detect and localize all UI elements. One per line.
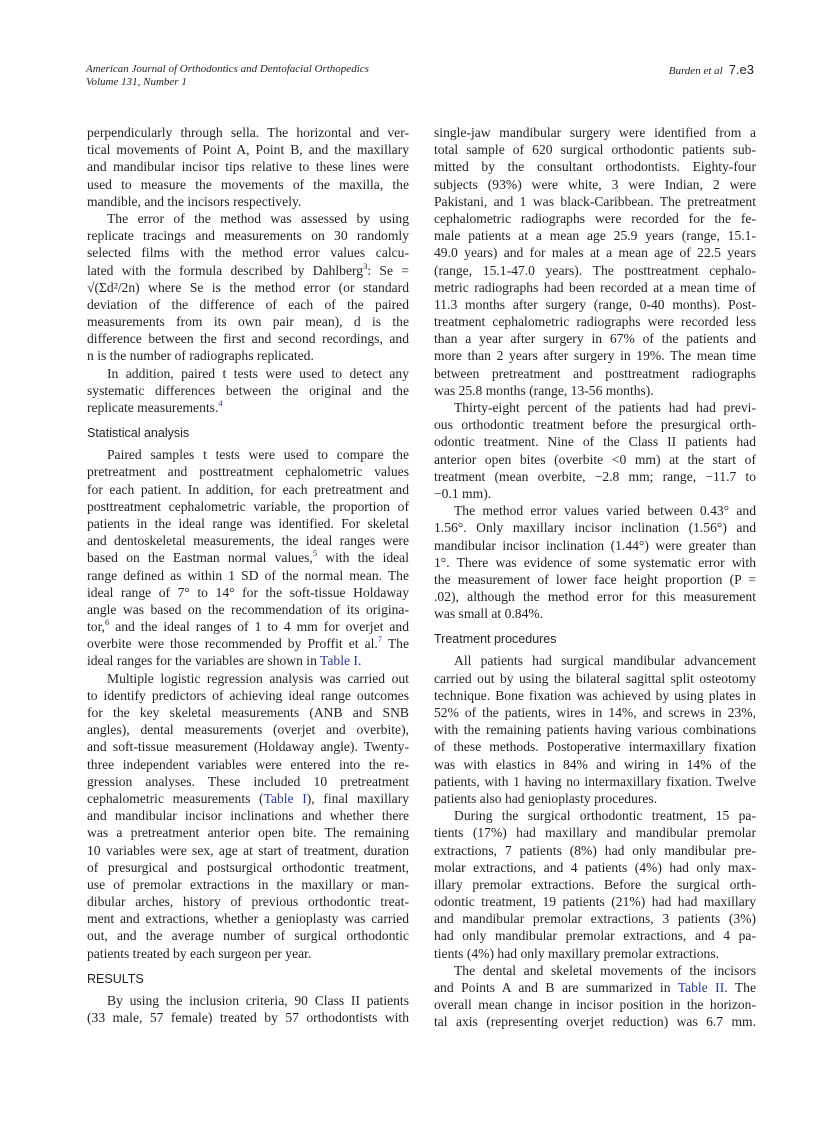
right-column xyxy=(434,124,756,1031)
text-line: All patients had surgical mandibular advancement xyxy=(454,653,756,669)
paragraph xyxy=(434,502,756,622)
text-line: mitted by the consultant orthodontists. Eighty-four xyxy=(434,159,756,175)
text-line: tal axis (representing overjet reduction) was 6.7 mm. xyxy=(434,1014,756,1030)
text-line: used to measure the movements of the maxilla, the xyxy=(87,176,409,192)
citation-ref[interactable]: 6 xyxy=(104,617,110,628)
text-line: was small at 0.84%. xyxy=(434,606,544,622)
text-line: By using the inclusion criteria, 90 Class II patients xyxy=(107,992,409,1008)
text-line: √(Σd²/2n) where Se is the method error (or standard xyxy=(87,279,409,295)
paragraph xyxy=(87,446,409,669)
text-line: mandibular incisor inclination (1.44°) were greater than xyxy=(434,537,756,553)
text-line: overall mean change in incisor position in the horizon- xyxy=(434,997,756,1013)
text-line: tients (17%) had maxillary and mandibular premolar xyxy=(434,825,756,841)
page-info xyxy=(669,63,754,78)
text-line: perpendicularly through sella. The horizontal and ver- xyxy=(87,125,409,140)
text-line: dibular arches, history of previous orthodontic treat- xyxy=(87,894,409,910)
text-line: Multiple logistic regression analysis was carried out xyxy=(107,670,409,686)
text-line: use of premolar extractions in the maxillary or man- xyxy=(87,876,409,892)
table-ii-link[interactable]: Table II xyxy=(677,980,725,995)
text-line: Paired samples t tests were used to compare the xyxy=(107,447,409,463)
text-line: treatment cephalometric radiographs were recorded less xyxy=(434,314,756,330)
text-line: and soft-tissue measurement (Holdaway angle). Twenty- xyxy=(87,739,409,755)
text-line: than a year after surgery in 67% of the patients and xyxy=(434,331,756,347)
text-line: angle was based on the recommendation of its origina- xyxy=(87,601,409,617)
text-line: and Points A and B are summarized in Table II. The xyxy=(434,980,756,995)
text-line: based on the Eastman normal values,$^5$ with the ideal xyxy=(87,548,409,566)
text-line: (33 male, 57 female) treated by 57 orthodontists with xyxy=(87,1010,409,1025)
paragraph xyxy=(87,124,409,210)
text-line: selected films with the method error values calcu- xyxy=(87,245,409,261)
text-line: for the key skeletal measurements (ANB and SNB xyxy=(87,705,409,720)
text-line: deviation of the difference of each of the paired xyxy=(87,296,409,312)
text-line: measurements from its own pair mean), d is the xyxy=(87,314,409,330)
table-i-link[interactable]: Table I xyxy=(320,653,358,669)
text-line: cephalometric measurements (Table I), final maxillary xyxy=(87,790,410,806)
text-line: ment and extractions, whether a genioplasty was carried xyxy=(87,911,409,927)
text-line: illary premolar extractions. Before the surgical orth- xyxy=(434,876,756,892)
text-line: .02), although the method error for this measurement xyxy=(434,589,756,605)
section-heading-statistical-analysis: Statistical analysis xyxy=(87,426,190,441)
text-line: total sample of 620 surgical orthodontic patients sub- xyxy=(434,142,756,158)
table-i-link[interactable]: Table I xyxy=(263,790,307,806)
paragraph xyxy=(434,124,756,399)
text-line: of these methods. Postoperative intermaxillary fixation xyxy=(434,739,756,755)
text-line: The method error values varied between 0.43° and xyxy=(454,503,756,519)
text-line: replicate tracings and measurements on 30 randomly xyxy=(87,228,409,244)
text-line: systematic differences between the original and the xyxy=(87,382,409,398)
text-line: was 25.8 months (range, 13-56 months). xyxy=(434,382,654,398)
section-heading-treatment-procedures: Treatment procedures xyxy=(434,632,557,647)
text-line: three independent variables were entered into the re- xyxy=(87,756,409,772)
text-line: 1°. There was evidence of some systematic error with xyxy=(434,554,756,570)
paragraph xyxy=(87,210,409,365)
text-line: single-jaw mandibular surgery were identified from a xyxy=(434,125,756,140)
text-line: During the surgical orthodontic treatment, 15 pa- xyxy=(454,808,756,824)
text-line: patients in the ideal range was identified. For skeletal xyxy=(87,515,409,531)
text-line: odontic treatment. Nine of the Class II patients had xyxy=(434,434,756,450)
text-line: and dentoskeletal measurements, the ideal ranges were xyxy=(87,533,409,549)
paragraph xyxy=(87,992,409,1026)
citation-ref[interactable]: 3 xyxy=(363,260,368,271)
text-line: ideal ranges for the variables are shown in Table I. xyxy=(87,653,362,669)
text-line: mandible, and the incisors respectively. xyxy=(87,193,302,209)
running-header xyxy=(86,63,754,89)
citation-ref[interactable]: 5 xyxy=(312,548,318,559)
text-line: carried out by using the bilateral sagittal split osteotomy xyxy=(434,670,756,686)
text-line: In addition, paired t tests were used to detect any xyxy=(107,365,409,381)
text-line: metric radiographs had been recorded at a mean time of xyxy=(434,279,756,295)
text-line: more than 2 years after surgery in 19%. The mean time xyxy=(434,348,756,364)
text-line: 49.0 years) and for males at a mean age of 22.5 years xyxy=(434,245,756,261)
text-line: with the remaining patients having various combinations xyxy=(434,722,756,738)
text-line: was with elastics in 84% and wiring in 14% of the xyxy=(434,756,756,772)
text-line: of presurgical and postsurgical orthodontic treatment, xyxy=(87,859,409,875)
text-line: The dental and skeletal movements of the incisors xyxy=(454,962,756,978)
text-line: difference between the first and second recordings, and xyxy=(87,331,409,347)
text-line: out, and the average number of surgical orthodontic xyxy=(87,928,409,944)
section-heading-results: RESULTS xyxy=(87,971,144,986)
text-line: (range, 15.1-47.0 years). The posttreatment cephalo- xyxy=(434,262,756,278)
text-line: cephalometric radiographs were recorded for the fe- xyxy=(434,210,756,226)
text-line: 11.3 months after surgery (range, 0-40 months). Post- xyxy=(434,296,756,312)
text-line: to identify predictors of achieving ideal range outcomes xyxy=(87,687,409,703)
text-line: and mandibular incisor inclinations and whether there xyxy=(87,808,409,824)
text-line: patients, with 1 having no intermaxillary fixation. Twelve xyxy=(434,773,756,789)
text-line: subjects (93%) were white, 3 were Indian, 2 were xyxy=(434,176,756,192)
text-line: The error of the method was assessed by using xyxy=(107,210,409,226)
text-line: 10 variables were sex, age at start of treatment, duration xyxy=(87,842,409,858)
text-line: extractions, 7 patients (8%) had only mandibular pre- xyxy=(434,842,756,858)
authors: Burden et al xyxy=(668,65,723,77)
paragraph xyxy=(434,399,756,502)
text-line: angles), dental measurements (overjet and overbite), xyxy=(87,722,409,738)
text-line: male patients at a mean age 25.9 years (range, 15.1- xyxy=(434,228,756,244)
text-line: anterior open bites (overbite <0 mm) at the start of xyxy=(434,451,756,467)
text-line: patients also had genioplasty procedures. xyxy=(434,790,658,806)
text-line: tical movements of Point A, Point B, and the maxillary xyxy=(87,142,409,158)
text-line: Pakistani, and 1 was black-Caribbean. The pretreatment xyxy=(434,193,756,209)
text-line: tients (4%) had only maxillary premolar extractions. xyxy=(434,945,720,961)
text-line: 52% of the patients, wires in 14%, and screws in 23%, xyxy=(434,705,756,720)
text-line: molar extractions, and 4 patients (4%) had only max- xyxy=(434,859,756,875)
journal-title: American Journal of Orthodontics and Dentofacial Orthopedics xyxy=(86,63,369,75)
text-line: ous orthodontic treatment before the presurgical orth- xyxy=(434,417,756,433)
text-line: posttreatment cephalometric variable, the proportion of xyxy=(87,498,409,514)
text-line: between pretreatment and posttreatment radiographs xyxy=(434,365,756,381)
text-line: replicate measurements.$^4$ xyxy=(87,398,223,415)
text-line: patients treated by each surgeon per year. xyxy=(87,945,312,961)
text-line: the measurement of lower face height proportion (P = xyxy=(434,571,756,587)
text-line: for each patient. In addition, for each pretreatment and xyxy=(87,481,409,497)
paragraph xyxy=(87,670,409,962)
text-line: ideal range of 7° to 14° for the soft-tissue Holdaway xyxy=(87,584,409,600)
text-line: gression analyses. These included 10 pretreatment xyxy=(87,773,409,789)
text-line: Thirty-eight percent of the patients had had previ- xyxy=(454,400,756,415)
citation-ref[interactable]: 4 xyxy=(218,398,223,408)
text-line: n is the number of radiographs replicated. xyxy=(87,348,314,364)
paragraph xyxy=(87,365,409,417)
left-column xyxy=(87,124,409,1026)
citation-ref[interactable]: 7 xyxy=(377,634,383,645)
text-line: pretreatment and posttreatment cephalometric values xyxy=(87,464,409,480)
page-number: 7.e3 xyxy=(728,62,754,77)
paragraph xyxy=(434,652,756,807)
text-line: 1.56°. Only maxillary incisor inclination (1.56°) and xyxy=(434,520,756,536)
text-line: −0.1 mm). xyxy=(434,485,492,501)
text-line: technique. Bone fixation was achieved by using plates in xyxy=(434,687,756,703)
text-line: tor,$^6$ and the ideal ranges of 1 to 4 mm for overjet and xyxy=(87,617,409,635)
text-line: had only mandibular premolar extractions, and 4 pa- xyxy=(434,928,756,944)
text-line: and mandibular incisor tips relative to these lines were xyxy=(87,159,409,175)
text-line: and mandibular premolar extractions, 3 patients (3%) xyxy=(434,911,756,927)
journal-volume: Volume 131, Number 1 xyxy=(86,76,187,88)
text-line: overbite were those recommended by Proffit et al.$^7$ The xyxy=(87,634,409,652)
text-line: range defined as within 1 SD of the normal mean. The xyxy=(87,567,409,583)
text-line: odontic treatment, 19 patients (21%) had had maxillary xyxy=(434,894,756,910)
text-line: lated with the formula described by Dahlberg$^3$: Se = xyxy=(87,260,409,278)
text-line: was a pretreatment anterior open bite. The remaining xyxy=(87,825,409,841)
text-line: treatment (mean overbite, −2.8 mm; range, −11.7 to xyxy=(434,468,756,484)
paragraph xyxy=(434,807,756,962)
paragraph xyxy=(434,962,756,1031)
